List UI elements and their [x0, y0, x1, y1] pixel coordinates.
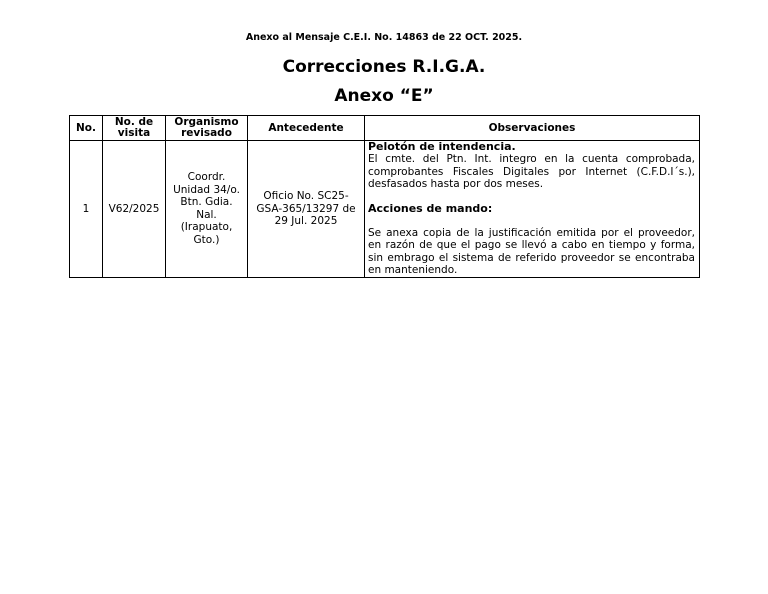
- column-header-antecedent: Antecedente: [248, 116, 365, 141]
- cell-organism: Coordr. Unidad 34/o. Btn. Gdia. Nal. (Irapuato, Gto.): [166, 141, 248, 278]
- column-header-organism: Organismo revisado: [166, 116, 248, 141]
- cell-no: 1: [70, 141, 103, 278]
- column-header-visit: No. de visita: [103, 116, 166, 141]
- actions-section-text: Se anexa copia de la justificación emitida por el proveedor, en razón de que el pago se llevó a cabo en tiempo y forma, sin embrago el sistema de referido proveedor se encontraba en manteniendo.: [368, 227, 695, 277]
- cell-antecedent: Oficio No. SC25-GSA-365/13297 de 29 Jul. 2025: [248, 141, 365, 278]
- actions-section-heading: Acciones de mando:: [368, 201, 493, 215]
- document-subtitle: Anexo “E”: [334, 86, 434, 106]
- table-row: [70, 141, 700, 278]
- table-header-row: [70, 116, 700, 141]
- observations-section-text: El cmte. del Ptn. Int. integro en la cuenta comprobada, comprobantes Fiscales Digitales por Internet (C.F.D.I´s.), desfasados hasta por dos meses.: [368, 153, 695, 191]
- document-title: Correcciones R.I.G.A.: [282, 57, 486, 77]
- column-header-observations: Observaciones: [365, 116, 700, 141]
- observations-section-heading: Pelotón de intendencia.: [368, 140, 516, 153]
- corrections-table: [69, 115, 700, 278]
- cell-observations: [365, 141, 700, 278]
- annex-reference: Anexo al Mensaje C.E.I. No. 14863 de 22 OCT. 2025.: [245, 32, 523, 43]
- column-header-no: No.: [70, 116, 103, 141]
- cell-visit: V62/2025: [103, 141, 166, 278]
